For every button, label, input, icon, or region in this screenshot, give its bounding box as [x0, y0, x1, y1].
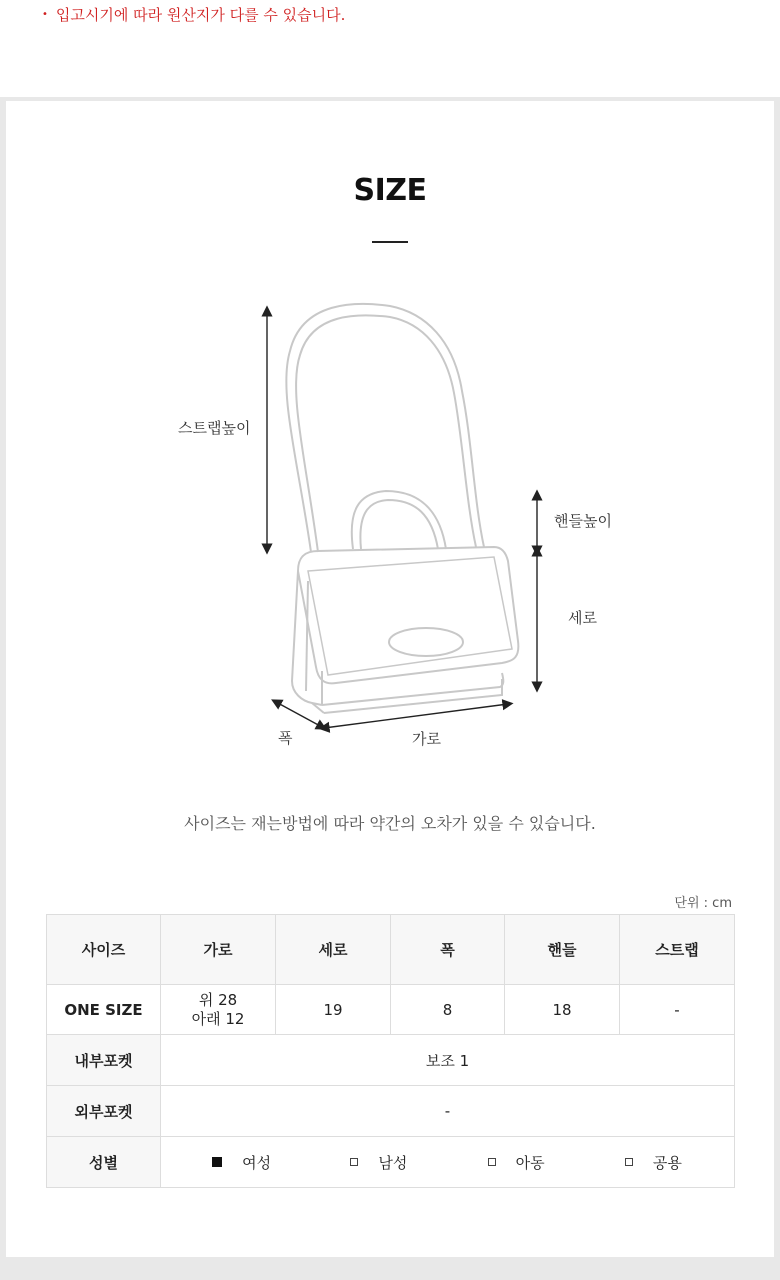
width-label: 가로 — [412, 730, 441, 748]
gender-option-unisex — [598, 1152, 708, 1173]
header-height: 세로 — [276, 915, 391, 985]
table-row — [47, 1035, 735, 1086]
handle-height-label: 핸들높이 — [554, 512, 612, 530]
gender-options-cell — [161, 1137, 735, 1188]
header-width: 가로 — [161, 915, 276, 985]
table-row — [47, 1086, 735, 1137]
table-header-row — [47, 915, 735, 985]
gender-option-label: 여성 — [242, 1153, 272, 1172]
width-arrow — [324, 704, 508, 728]
strap-cell: - — [620, 985, 735, 1035]
unchecked-box-icon — [488, 1158, 496, 1166]
table-row — [47, 1137, 735, 1188]
gender-option-kids — [461, 1152, 571, 1173]
width-bottom-value: 아래 12 — [191, 1009, 245, 1028]
header-strap: 스트랩 — [620, 915, 735, 985]
strap-height-label: 스트랩높이 — [178, 419, 251, 437]
outer-pocket-label: 외부포켓 — [47, 1086, 161, 1137]
origin-notice-text: 입고시기에 따라 원산지가 다를 수 있습니다. — [55, 6, 346, 24]
dimension-arrows — [267, 311, 537, 728]
outer-pocket-value: - — [161, 1086, 735, 1137]
width-cell — [161, 985, 276, 1035]
unchecked-box-icon — [350, 1158, 358, 1166]
gender-options — [161, 1152, 734, 1173]
gender-option-label: 아동 — [515, 1153, 545, 1172]
origin-notice — [42, 4, 345, 25]
measurement-caption: 사이즈는 재는방법에 따라 약간의 오차가 있을 수 있습니다. — [184, 814, 596, 833]
size-section-frame — [0, 97, 780, 1280]
depth-cell: 8 — [391, 985, 505, 1035]
header-depth: 폭 — [391, 915, 505, 985]
section-title: SIZE — [353, 173, 427, 208]
height-label: 세로 — [568, 609, 597, 627]
unit-label: 단위 : cm — [674, 896, 732, 911]
depth-label: 폭 — [278, 729, 293, 747]
gender-label: 성별 — [47, 1137, 161, 1188]
gender-option-male — [324, 1152, 434, 1173]
unchecked-box-icon — [625, 1158, 633, 1166]
bag-illustration — [286, 304, 518, 713]
handle-cell: 18 — [505, 985, 620, 1035]
size-table — [46, 914, 735, 1188]
size-section — [6, 101, 774, 1257]
header-size: 사이즈 — [47, 915, 161, 985]
table-row — [47, 985, 735, 1035]
bullet-icon: • — [42, 9, 48, 20]
header-handle: 핸들 — [505, 915, 620, 985]
bag-diagram — [6, 101, 774, 801]
gender-option-female — [187, 1152, 297, 1173]
height-cell: 19 — [276, 985, 391, 1035]
inner-pocket-label: 내부포켓 — [47, 1035, 161, 1086]
gender-option-label: 공용 — [652, 1153, 682, 1172]
gender-option-label: 남성 — [378, 1153, 408, 1172]
inner-pocket-value: 보조 1 — [161, 1035, 735, 1086]
size-name-cell: ONE SIZE — [47, 985, 161, 1035]
checked-box-icon — [212, 1157, 222, 1167]
width-top-value: 위 28 — [198, 990, 238, 1009]
